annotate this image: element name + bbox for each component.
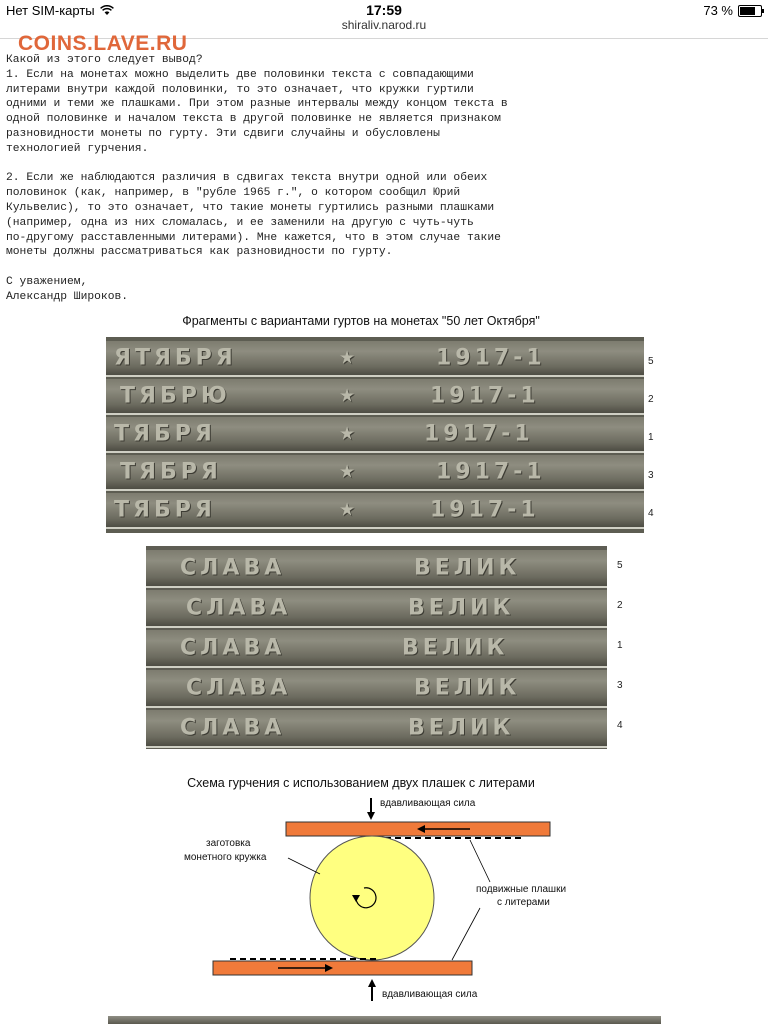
edge2-right-text: ВЕЛИК: [408, 715, 515, 741]
edge1-right-text: 1917-1: [436, 345, 546, 371]
edge2-left-text: СЛАВА: [180, 555, 286, 581]
edge2-left-text: СЛАВА: [180, 635, 286, 661]
address-bar[interactable]: shiraliv.narod.ru: [341, 18, 427, 32]
force-arrow-top-head: [367, 812, 375, 820]
battery-icon: [738, 5, 762, 17]
status-right: [703, 3, 762, 18]
coin-edge-photo-3-partial: [108, 1016, 661, 1024]
edge1-row-label: 3: [648, 470, 654, 481]
edge2-right-text: ВЕЛИК: [408, 595, 515, 621]
battery-percent: 73 %: [703, 3, 733, 18]
dies-label-2: с литерами: [497, 897, 550, 908]
edge2-right-text: ВЕЛИК: [414, 675, 521, 701]
coin-edge-photo-2: [146, 546, 607, 749]
edge2-row-label: 4: [617, 720, 623, 731]
edge1-left-text: ТЯБРЯ: [120, 459, 222, 485]
force-arrow-bottom-head: [368, 979, 376, 987]
dies-label-leader-top: [470, 840, 490, 882]
dies-label-leader-bottom: [452, 908, 480, 960]
edge2-strip: [146, 710, 607, 748]
edge1-strip: [106, 455, 644, 491]
carrier-label: Нет SIM-карты: [6, 3, 95, 18]
bottom-die: [213, 961, 472, 975]
edge1-row-label: 4: [648, 508, 654, 519]
schema-title: Схема гурчения с использованием двух плашек с литерами: [187, 776, 535, 790]
status-time: 17:59: [366, 2, 402, 18]
edge2-row-label: 2: [617, 600, 623, 611]
star-icon: ★: [339, 385, 360, 407]
edge1-right-text: 1917-1: [424, 421, 534, 447]
star-icon: ★: [339, 461, 360, 483]
edge1-strip: [106, 379, 644, 415]
edge1-left-text: ТЯБРЮ: [120, 383, 231, 409]
edge1-row-label: 2: [648, 394, 654, 405]
force-top-label: вдавливающая сила: [380, 798, 476, 809]
dies-label-1: подвижные плашки: [476, 884, 567, 895]
edge2-strip: [146, 670, 607, 708]
edging-schema-diagram: [180, 796, 600, 1006]
blank-label-2: монетного кружка: [184, 852, 267, 863]
edge2-right-text: ВЕЛИК: [402, 635, 509, 661]
edge1-left-text: ТЯБРЯ: [114, 497, 216, 523]
edge2-row-label: 5: [617, 560, 623, 571]
edge2-strip: [146, 550, 607, 588]
edge1-left-text: ЯТЯБРЯ: [114, 345, 237, 371]
edge1-right-text: 1917-1: [430, 497, 540, 523]
blank-label-leader: [288, 858, 320, 874]
edge1-right-text: 1917-1: [436, 459, 546, 485]
article-text: Какой из этого следует вывод? 1. Если на монетах можно выделить две половинки текста с совпадающими литерами внутри каждой половинки, то это означает, что кружки гуртили одними и теми же плашками. При этом разные интервалы между концом текста в одной половинке и началом текста в другой половинке не является признаком разновидности монеты по гурту. Эти сдвиги случайны и обусловлены технологией гурчения. 2. Если же наблюдаются различия в сдвигах текста внутри одной или обеих половинок (как, например, в "рубле 1965 г.", о котором сообщил Юрий Кульвелис), то это означает, что такие монеты гуртились разными плашками (например, одна из них сломалась, и ее заменили на другую с чуть-чуть по-другому расставленными литерами). Мне кажется, что в этом случае такие монеты должны рассматриваться как разновидности по гурту. С уважением, Александр Широков.: [6, 54, 508, 303]
blank-label-1: заготовка: [206, 838, 251, 849]
site-logo[interactable]: COINS.LAVE.RU: [18, 32, 188, 55]
edge2-row-label: 1: [617, 640, 623, 651]
star-icon: ★: [339, 499, 360, 521]
edge2-right-text: ВЕЛИК: [414, 555, 521, 581]
edge2-row-label: 3: [617, 680, 623, 691]
edge2-strip: [146, 590, 607, 628]
edge1-row-label: 5: [648, 356, 654, 367]
star-icon: ★: [339, 423, 360, 445]
coin-blank: [310, 836, 434, 960]
star-icon: ★: [339, 347, 360, 369]
edge1-strip: [106, 417, 644, 453]
coin-edge-photo-1: [106, 337, 644, 533]
edge1-strip: [106, 493, 644, 529]
edge2-strip: [146, 630, 607, 668]
edge2-left-text: СЛАВА: [180, 715, 286, 741]
edge1-right-text: 1917-1: [430, 383, 540, 409]
edge2-left-text: СЛАВА: [186, 595, 292, 621]
edge1-left-text: ТЯБРЯ: [114, 421, 216, 447]
edge1-row-label: 1: [648, 432, 654, 443]
force-bottom-label: вдавливающая сила: [382, 989, 478, 1000]
edge2-left-text: СЛАВА: [186, 675, 292, 701]
figure1-title: Фрагменты с вариантами гуртов на монетах "50 лет Октября": [182, 314, 540, 328]
edge1-strip: [106, 341, 644, 377]
